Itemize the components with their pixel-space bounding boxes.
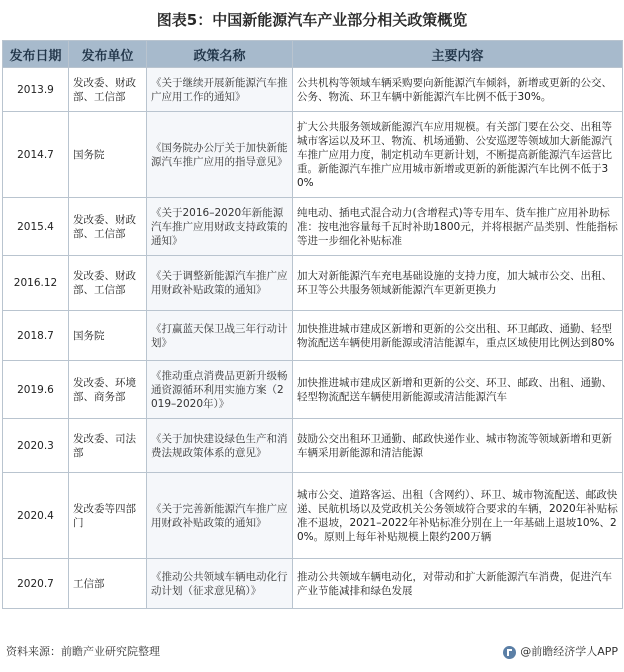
table-row xyxy=(3,311,623,361)
header-policy: 政策名称 xyxy=(147,41,293,68)
table-row xyxy=(3,68,623,112)
cell-unit: 发改委、司法部 xyxy=(69,419,147,473)
header-content: 主要内容 xyxy=(293,41,623,68)
cell-unit: 发改委等四部门 xyxy=(69,473,147,559)
cell-policy: 《关于继续开展新能源汽车推广应用工作的通知》 xyxy=(147,68,293,112)
cell-date: 2020.4 xyxy=(3,473,69,559)
table-header-row xyxy=(3,41,623,68)
cell-unit: 国务院 xyxy=(69,311,147,361)
table-row xyxy=(3,559,623,609)
qianzhan-logo-icon xyxy=(503,646,516,659)
cell-unit: 发改委、环境部、商务部 xyxy=(69,361,147,419)
cell-content: 鼓励公交出租环卫通勤、邮政快递作业、城市物流等领域新增和更新车辆采用新能源和清洁能源 xyxy=(293,419,623,473)
cell-date: 2018.7 xyxy=(3,311,69,361)
cell-content: 加快推进城市建成区新增和更新的公交出租、环卫邮政、通勤、轻型物流配送车辆使用新能源或清洁能源车，重点区域使用比例达到80% xyxy=(293,311,623,361)
cell-content: 加大对新能源汽车充电基础设施的支持力度，加大城市公交、出租、环卫等公共服务领域新能源汽车更新更换力 xyxy=(293,256,623,311)
cell-date: 2019.6 xyxy=(3,361,69,419)
cell-policy: 《推动重点消费品更新升级畅通资源循环利用实施方案（2019–2020年）》 xyxy=(147,361,293,419)
header-date: 发布日期 xyxy=(3,41,69,68)
cell-unit: 工信部 xyxy=(69,559,147,609)
cell-date: 2013.9 xyxy=(3,68,69,112)
policy-table xyxy=(2,40,623,609)
table-row xyxy=(3,198,623,256)
cell-content: 扩大公共服务领域新能源汽车应用规模。有关部门要在公交、出租等城市客运以及环卫、物流、机场通勤、公安巡逻等领域加大新能源汽车推广应用力度，制定机动车更新计划，不断提高新能源汽车运营比重。新能源汽车推广应用城市新增或更新的新能源汽车比例不低于30% xyxy=(293,112,623,198)
cell-policy: 《推动公共领域车辆电动化行动计划（征求意见稿）》 xyxy=(147,559,293,609)
table-row xyxy=(3,112,623,198)
cell-policy: 《关于加快建设绿色生产和消费法规政策体系的意见》 xyxy=(147,419,293,473)
table-row xyxy=(3,473,623,559)
cell-unit: 发改委、财政部、工信部 xyxy=(69,256,147,311)
cell-content: 纯电动、插电式混合动力(含增程式)等专用车、货车推广应用补助标准：按电池容量每千瓦时补助1800元，并将根据产品类别、性能指标等进一步细化补贴标准 xyxy=(293,198,623,256)
cell-content: 公共机构等领域车辆采购要向新能源汽车倾斜，新增或更新的公交、公务、物流、环卫车辆中新能源汽车比例不低于30%。 xyxy=(293,68,623,112)
cell-date: 2016.12 xyxy=(3,256,69,311)
brand-watermark xyxy=(503,642,618,662)
cell-unit: 国务院 xyxy=(69,112,147,198)
cell-date: 2020.3 xyxy=(3,419,69,473)
cell-policy: 《关于调整新能源汽车推广应用财政补贴政策的通知》 xyxy=(147,256,293,311)
chart-title: 图表5：中国新能源汽车产业部分相关政策概览 xyxy=(156,11,468,29)
table-row xyxy=(3,256,623,311)
cell-policy: 《打赢蓝天保卫战三年行动计划》 xyxy=(147,311,293,361)
source-note: 资料来源：前瞻产业研究院整理 xyxy=(6,645,160,658)
cell-policy: 《关于完善新能源汽车推广应用财政补贴政策的通知》 xyxy=(147,473,293,559)
cell-date: 2014.7 xyxy=(3,112,69,198)
cell-date: 2015.4 xyxy=(3,198,69,256)
cell-content: 加快推进城市建成区新增和更新的公交、环卫、邮政、出租、通勤、轻型物流配送车辆使用新能源或清洁能源汽车 xyxy=(293,361,623,419)
cell-content: 城市公交、道路客运、出租（含网约）、环卫、城市物流配送、邮政快递、民航机场以及党政机关公务领域符合要求的车辆，2020年补贴标准不退坡，2021–2022年补贴标准分别在上一年基础上退坡10%、20%。原则上每年补贴规模上限约200万辆 xyxy=(293,473,623,559)
cell-content: 推动公共领域车辆电动化，对带动和扩大新能源汽车消费，促进汽车产业节能减排和绿色发展 xyxy=(293,559,623,609)
table-row xyxy=(3,419,623,473)
footer xyxy=(6,642,618,662)
brand-label: @前瞻经济学人APP xyxy=(520,645,618,658)
header-unit: 发布单位 xyxy=(69,41,147,68)
cell-date: 2020.7 xyxy=(3,559,69,609)
cell-unit: 发改委、财政部、工信部 xyxy=(69,198,147,256)
cell-unit: 发改委、财政部、工信部 xyxy=(69,68,147,112)
cell-policy: 《关于2016–2020年新能源汽车推广应用财政支持政策的通知》 xyxy=(147,198,293,256)
cell-policy: 《国务院办公厅关于加快新能源汽车推广应用的指导意见》 xyxy=(147,112,293,198)
table-row xyxy=(3,361,623,419)
